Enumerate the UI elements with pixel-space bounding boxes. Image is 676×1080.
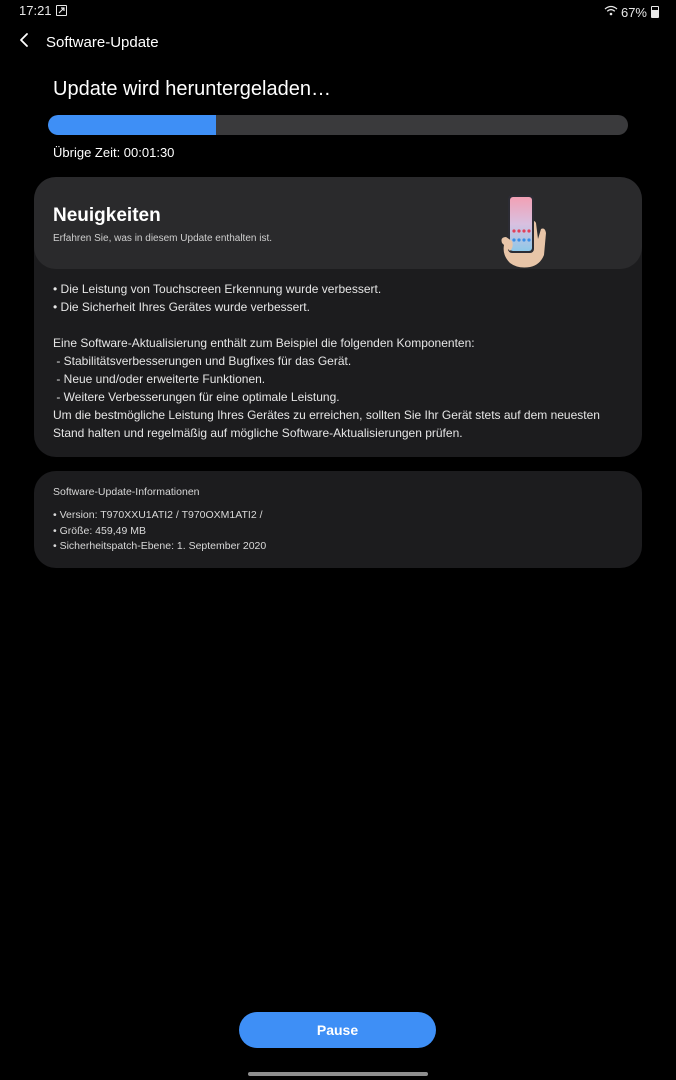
news-title: Neuigkeiten xyxy=(53,205,161,226)
news-line-gap xyxy=(53,316,628,334)
update-info-card xyxy=(34,471,642,568)
version-info: • Version: T970XXU1ATI2 / T970OXM1ATI2 / xyxy=(53,509,263,521)
status-bar xyxy=(0,0,676,22)
pause-button[interactable]: Pause xyxy=(239,1012,436,1048)
news-line: - Neue und/oder erweiterte Funktionen. xyxy=(53,372,266,386)
chevron-left-icon xyxy=(18,32,30,53)
notification-icon xyxy=(56,5,67,16)
update-info-title: Software-Update-Informationen xyxy=(53,486,200,498)
news-line: - Stabilitätsverbesserungen und Bugfixes für das Gerät. xyxy=(53,354,352,368)
news-card xyxy=(34,177,642,457)
news-line: - Weitere Verbesserungen für eine optimale Leistung. xyxy=(53,390,340,404)
status-time: 17:21 xyxy=(19,3,52,18)
security-patch-info: • Sicherheitspatch-Ebene: 1. September 2020 xyxy=(53,540,267,552)
news-line: Stand halten und regelmäßig auf mögliche Software-Aktualisierungen prüfen. xyxy=(53,426,463,440)
download-progress-bar xyxy=(48,115,628,135)
battery-icon xyxy=(651,6,659,18)
home-indicator[interactable] xyxy=(248,1072,428,1076)
news-header xyxy=(34,177,642,269)
remaining-time: Übrige Zeit: 00:01:30 xyxy=(53,145,175,160)
download-progress-fill xyxy=(48,115,216,135)
phone-in-hand-illustration xyxy=(496,193,550,271)
news-body xyxy=(53,280,628,442)
battery-percentage: 67% xyxy=(620,4,647,20)
news-line: • Die Sicherheit Ihres Gerätes wurde verbessert. xyxy=(53,300,310,314)
update-info-list xyxy=(53,508,266,555)
news-subtitle: Erfahren Sie, was in diesem Update enthalten ist. xyxy=(53,233,273,244)
back-button[interactable] xyxy=(12,30,36,54)
size-info: • Größe: 459,49 MB xyxy=(53,524,146,537)
news-line: Eine Software-Aktualisierung enthält zum Beispiel die folgenden Komponenten: xyxy=(53,336,475,350)
download-status-title: Update wird heruntergeladen… xyxy=(53,78,331,100)
page-title: Software-Update xyxy=(46,34,159,51)
wifi-icon xyxy=(604,3,618,21)
news-line: • Die Leistung von Touchscreen Erkennung wurde verbessert. xyxy=(53,282,382,296)
news-line: Um die bestmögliche Leistung Ihres Gerätes zu erreichen, sollten Sie Ihr Gerät stets auf dem neuesten xyxy=(53,408,600,422)
status-right-group xyxy=(604,3,659,21)
